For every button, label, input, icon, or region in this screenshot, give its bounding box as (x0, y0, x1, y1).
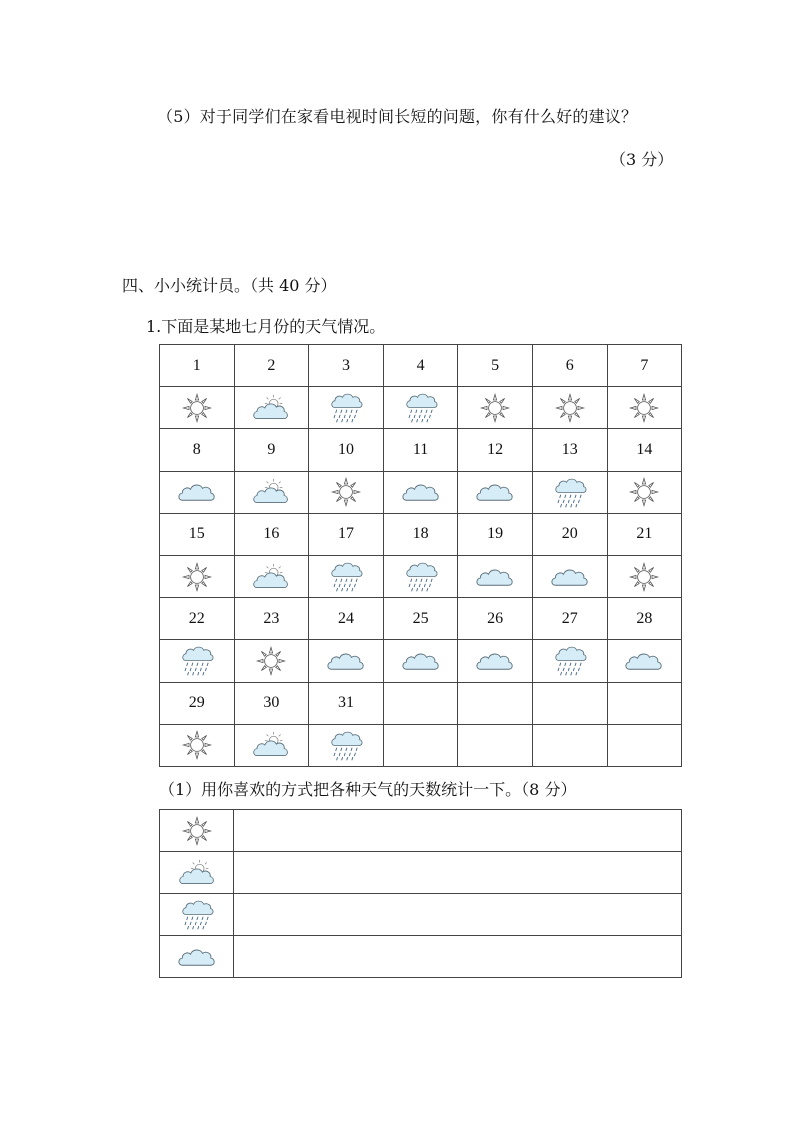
calendar-weather-cell (160, 640, 235, 682)
question-5-text: （5）对于同学们在家看电视时间长短的问题，你有什么好的建议？ (157, 107, 638, 126)
calendar-day-cell: 14 (607, 429, 682, 471)
calendar-day-cell: 26 (458, 598, 533, 640)
tally-weather-cell (160, 810, 234, 852)
sunny-icon (181, 392, 213, 424)
partly-cloudy-icon (250, 477, 292, 507)
sunny-icon (330, 476, 362, 508)
calendar-weather-cell (607, 724, 682, 766)
calendar-weather-cell (309, 387, 384, 429)
cloud-icon (473, 647, 517, 675)
calendar-day-cell: 27 (532, 598, 607, 640)
tally-weather-cell (160, 936, 234, 978)
cloud-icon (399, 478, 443, 506)
calendar-weather-cell (383, 387, 458, 429)
calendar-weather-row (160, 555, 682, 597)
calendar-day-cell: 23 (234, 598, 309, 640)
cloud-icon (175, 478, 219, 506)
calendar-weather-cell (607, 640, 682, 682)
calendar-day-cell: 22 (160, 598, 235, 640)
calendar-day-cell: 20 (532, 513, 607, 555)
calendar-weather-cell (383, 724, 458, 766)
calendar-day-row (160, 513, 682, 555)
calendar-weather-row (160, 471, 682, 513)
calendar-weather-cell (234, 640, 309, 682)
calendar-weather-cell (458, 724, 533, 766)
sunny-icon (181, 815, 213, 847)
calendar-day-cell (383, 682, 458, 724)
calendar-weather-cell (383, 640, 458, 682)
calendar-day-cell: 1 (160, 345, 235, 387)
calendar-day-cell: 30 (234, 682, 309, 724)
weather-tally-table (159, 809, 682, 978)
tally-answer-cell[interactable] (234, 936, 682, 978)
calendar-weather-cell (532, 387, 607, 429)
tally-answer-cell[interactable] (234, 810, 682, 852)
sunny-icon (628, 561, 660, 593)
calendar-weather-cell (532, 471, 607, 513)
calendar-weather-cell (309, 471, 384, 513)
cloud-icon (399, 647, 443, 675)
weather-calendar-table (159, 344, 682, 767)
calendar-weather-cell (607, 471, 682, 513)
calendar-day-row (160, 598, 682, 640)
tally-weather-cell (160, 852, 234, 894)
calendar-day-cell: 19 (458, 513, 533, 555)
cloud-icon (175, 943, 219, 971)
cloud-icon (548, 563, 592, 591)
rain-icon (553, 477, 587, 508)
calendar-day-cell: 4 (383, 345, 458, 387)
calendar-day-cell (532, 682, 607, 724)
cloud-icon (473, 563, 517, 591)
calendar-weather-cell (607, 387, 682, 429)
calendar-day-cell (607, 682, 682, 724)
calendar-weather-cell (458, 471, 533, 513)
rain-icon (404, 561, 438, 592)
calendar-day-row (160, 682, 682, 724)
calendar-day-cell (458, 682, 533, 724)
tally-answer-cell[interactable] (234, 852, 682, 894)
partly-cloudy-icon (176, 858, 218, 888)
calendar-day-cell: 3 (309, 345, 384, 387)
calendar-weather-row (160, 387, 682, 429)
calendar-day-cell: 24 (309, 598, 384, 640)
calendar-day-cell: 11 (383, 429, 458, 471)
calendar-weather-cell (458, 387, 533, 429)
calendar-day-row (160, 345, 682, 387)
tally-answer-cell[interactable] (234, 894, 682, 936)
question-5-score: （3 分） (610, 150, 674, 169)
tally-row (160, 810, 682, 852)
calendar-day-cell: 12 (458, 429, 533, 471)
calendar-weather-cell (160, 471, 235, 513)
calendar-day-cell: 18 (383, 513, 458, 555)
rain-icon (329, 561, 363, 592)
calendar-weather-cell (458, 640, 533, 682)
calendar-weather-cell (607, 555, 682, 597)
sunny-icon (628, 476, 660, 508)
calendar-weather-row (160, 640, 682, 682)
tally-row (160, 936, 682, 978)
calendar-day-cell: 7 (607, 345, 682, 387)
rain-icon (553, 645, 587, 676)
sunny-icon (479, 392, 511, 424)
calendar-day-row (160, 429, 682, 471)
rain-icon (180, 645, 214, 676)
calendar-weather-cell (160, 555, 235, 597)
cloud-icon (324, 647, 368, 675)
calendar-weather-cell (160, 387, 235, 429)
calendar-day-cell: 8 (160, 429, 235, 471)
calendar-weather-cell (532, 555, 607, 597)
calendar-weather-cell (383, 555, 458, 597)
calendar-weather-cell (458, 555, 533, 597)
calendar-weather-cell (532, 640, 607, 682)
calendar-day-cell: 28 (607, 598, 682, 640)
calendar-day-cell: 31 (309, 682, 384, 724)
tally-weather-cell (160, 894, 234, 936)
cloud-icon (473, 478, 517, 506)
calendar-weather-cell (383, 471, 458, 513)
subquestion-1-title: 1.下面是某地七月份的天气情况。 (146, 317, 386, 336)
calendar-day-cell: 10 (309, 429, 384, 471)
calendar-weather-cell (234, 387, 309, 429)
calendar-weather-row (160, 724, 682, 766)
calendar-weather-cell (532, 724, 607, 766)
section-4-title: 四、小小统计员。（共 40 分） (122, 276, 337, 295)
calendar-day-cell: 17 (309, 513, 384, 555)
partly-cloudy-icon (250, 730, 292, 760)
calendar-weather-cell (160, 724, 235, 766)
question-1-text: （1）用你喜欢的方式把各种天气的天数统计一下。（8 分） (159, 780, 577, 799)
rain-icon (329, 730, 363, 761)
partly-cloudy-icon (250, 393, 292, 423)
calendar-day-cell: 9 (234, 429, 309, 471)
tally-row (160, 852, 682, 894)
calendar-day-cell: 29 (160, 682, 235, 724)
sunny-icon (255, 645, 287, 677)
calendar-weather-cell (234, 555, 309, 597)
calendar-day-cell: 6 (532, 345, 607, 387)
calendar-weather-cell (309, 724, 384, 766)
tally-row (160, 894, 682, 936)
calendar-day-cell: 25 (383, 598, 458, 640)
sunny-icon (181, 729, 213, 761)
sunny-icon (181, 561, 213, 593)
sunny-icon (554, 392, 586, 424)
sunny-icon (628, 392, 660, 424)
calendar-day-cell: 2 (234, 345, 309, 387)
calendar-weather-cell (309, 640, 384, 682)
partly-cloudy-icon (250, 562, 292, 592)
calendar-day-cell: 16 (234, 513, 309, 555)
rain-icon (180, 899, 214, 930)
calendar-weather-cell (234, 724, 309, 766)
calendar-weather-cell (234, 471, 309, 513)
calendar-day-cell: 21 (607, 513, 682, 555)
cloud-icon (622, 647, 666, 675)
calendar-day-cell: 13 (532, 429, 607, 471)
rain-icon (404, 392, 438, 423)
calendar-day-cell: 5 (458, 345, 533, 387)
rain-icon (329, 392, 363, 423)
calendar-day-cell: 15 (160, 513, 235, 555)
calendar-weather-cell (309, 555, 384, 597)
